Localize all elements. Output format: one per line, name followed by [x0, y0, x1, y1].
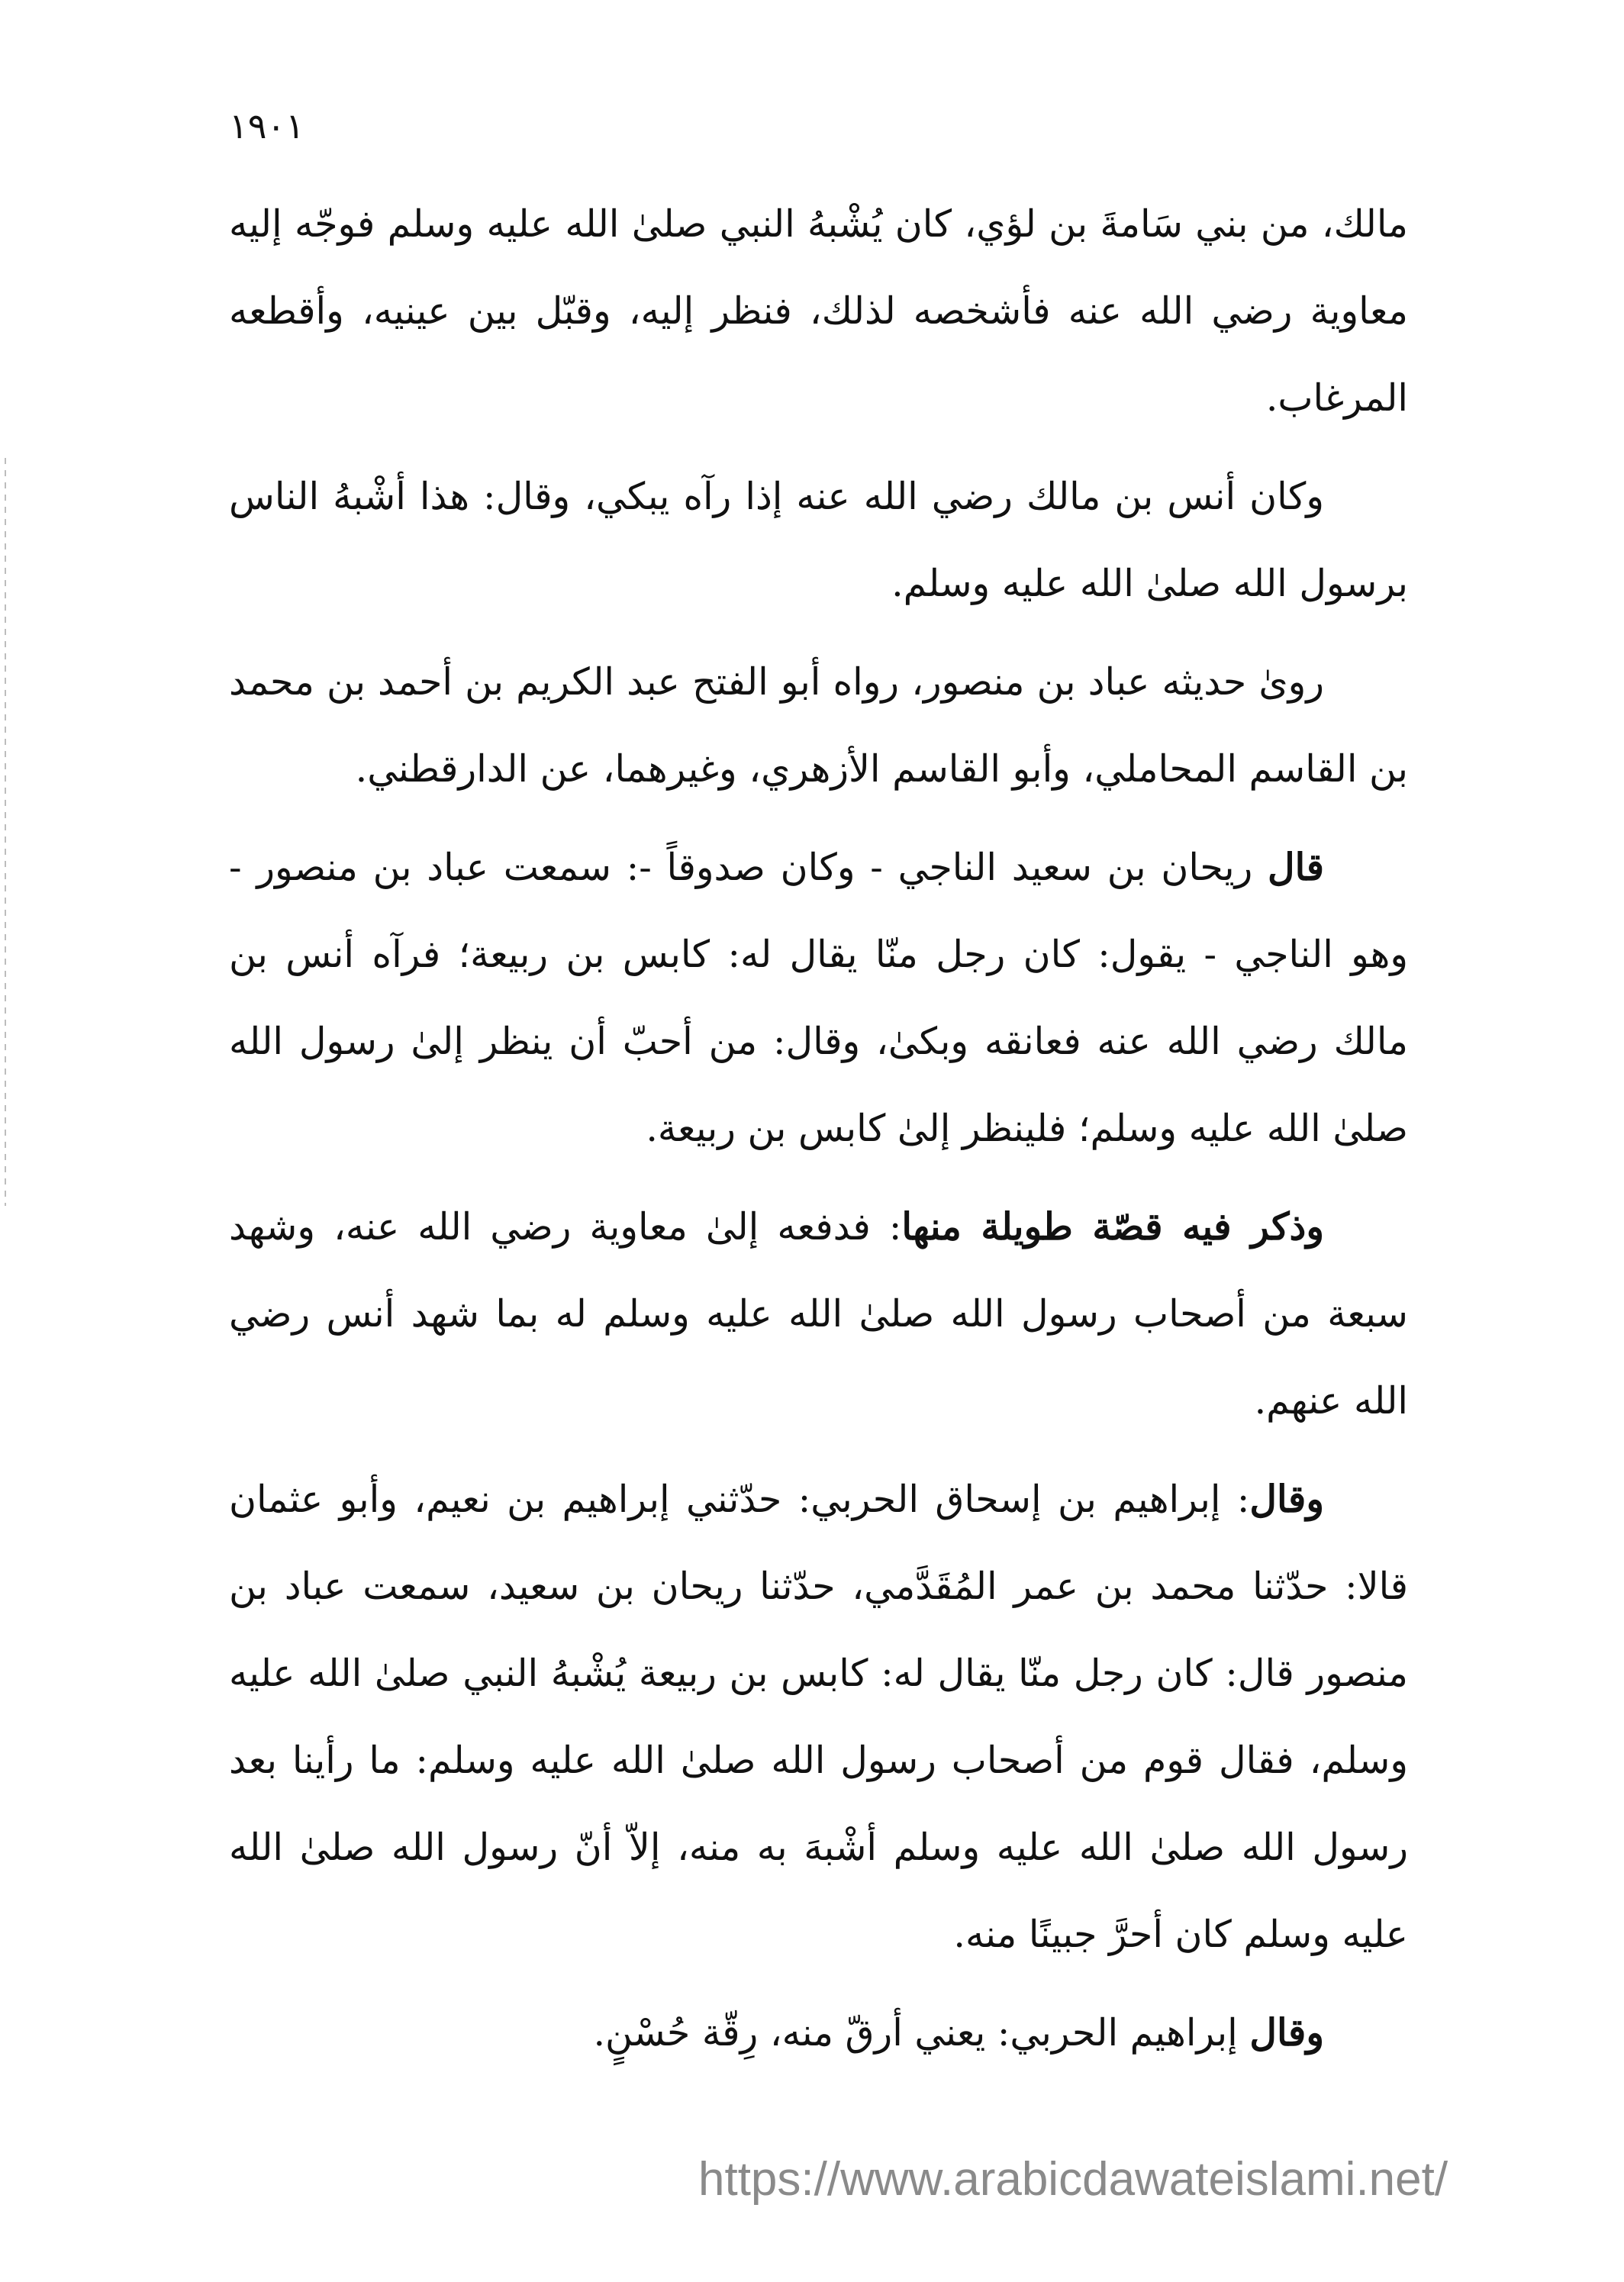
- paragraph-2: [229, 453, 1408, 627]
- paragraph-text: مالك، من بني سَامةَ بن لؤي، كان يُشْبهُ النبي صلىٰ الله عليه وسلم فوجّه إليه معاوية رضي الله عنه فأشخصه لذلك، فنظر إليه، وقبّل بين عينيه، وأقطعه المرغاب.: [229, 202, 1408, 420]
- paragraph-lead: وذكر فيه قصّة طويلة منها: [901, 1204, 1324, 1249]
- paragraph-4: [229, 824, 1408, 1172]
- paragraph-3: [229, 638, 1408, 813]
- paragraph-6: [229, 1455, 1408, 1978]
- paragraph-7: [229, 1989, 1408, 2077]
- paragraph-lead: وقال: [1249, 2010, 1324, 2055]
- paragraph-lead: وقال: [1249, 1477, 1324, 1521]
- paragraph-text: روىٰ حديثه عباد بن منصور، رواه أبو الفتح عبد الكريم بن أحمد بن محمد بن القاسم المحاملي، وأبو القاسم الأزهري، وغيرهما، عن الدارقطني.: [229, 660, 1408, 791]
- watermark-url: https://www.arabicdawateislami.net/: [698, 2153, 1448, 2206]
- paragraph-text: : إبراهيم بن إسحاق الحربي: حدّثني إبراهيم بن نعيم، وأبو عثمان قالا: حدّثنا محمد بن عمر المُقَدَّمي، حدّثنا ريحان بن سعيد، سمعت عباد بن منصور قال: كان رجل منّا يقال له: كابس بن ربيعة يُشْبهُ النبي صلىٰ الله عليه وسلم، فقال قوم من أصحاب رسول الله صلىٰ الله عليه وسلم: ما رأينا بعد رسول الله صلىٰ الله عليه وسلم أشْبهَ به منه، إلاّ أنّ رسول الله صلىٰ الله عليه وسلم كان أحرَّ جبينًا منه.: [229, 1478, 1408, 1956]
- page-body: [229, 180, 1408, 2087]
- paragraph-5: [229, 1183, 1408, 1445]
- paragraph-text: إبراهيم الحربي: يعني أرقّ منه، رِقّة حُسْنٍ.: [593, 2011, 1250, 2055]
- scan-margin-rule: [5, 458, 6, 1206]
- paragraph-text: ريحان بن سعيد الناجي - وكان صدوقاً -: سمعت عباد بن منصور - وهو الناجي - يقول: كان رجل منّا يقال له: كابس بن ربيعة؛ فرآه أنس بن مالك رضي الله عنه فعانقه وبكىٰ، وقال: من أحبّ أن ينظر إلىٰ رسول الله صلىٰ الله عليه وسلم؛ فلينظر إلىٰ كابس بن ربيعة.: [229, 846, 1408, 1150]
- page-number: ١٩٠١: [229, 105, 304, 147]
- paragraph-1: [229, 180, 1408, 442]
- paragraph-text: وكان أنس بن مالك رضي الله عنه إذا رآه يبكي، وقال: هذا أشْبهُ الناس برسول الله صلىٰ الله عليه وسلم.: [229, 475, 1408, 605]
- paragraph-text: : فدفعه إلىٰ معاوية رضي الله عنه، وشهد سبعة من أصحاب رسول الله صلىٰ الله عليه وسلم له بما شهد أنس رضي الله عنهم.: [229, 1205, 1408, 1423]
- paragraph-lead: قال: [1268, 845, 1324, 889]
